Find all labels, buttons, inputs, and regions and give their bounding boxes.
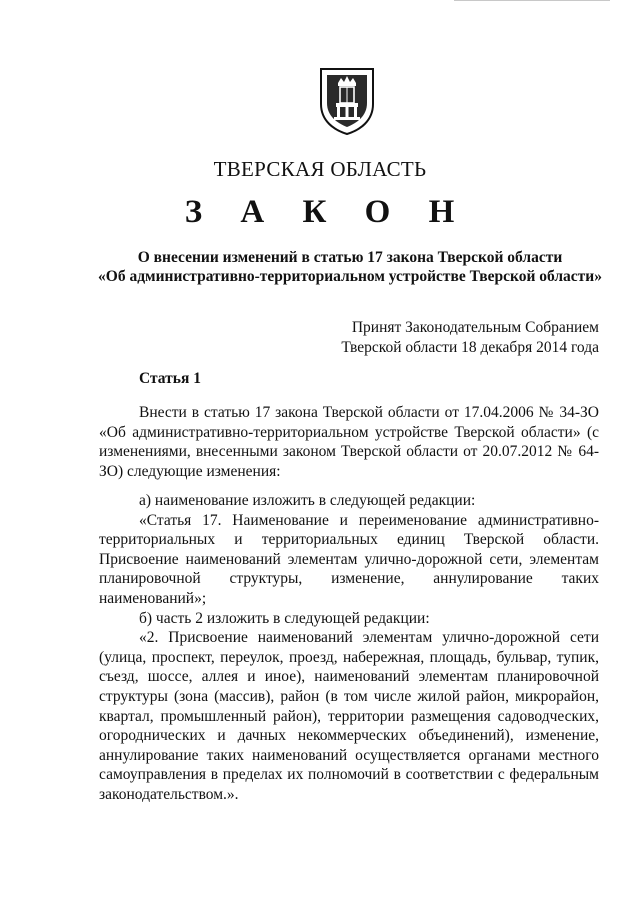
item-b-heading: б) часть 2 изложить в следующей редакции: (139, 609, 430, 627)
intro-paragraph: Внести в статью 17 закона Тверской области от 17.04.2006 № 34-ЗО «Об административно-территориальном устройстве Тверской области» (с изменениями, внесенными законом Тверской области от 20.07.2012 № 64-ЗО) следующие изменения: (99, 404, 599, 480)
article-items (99, 491, 599, 805)
adoption-line-1: Принят Законодательным Собранием (351, 319, 599, 336)
adoption-line-2: Тверской области 18 декабря 2014 года (341, 339, 599, 356)
subject-line-1: О внесении изменений в статью 17 закона Тверской области (137, 249, 563, 266)
document-type-title: З А К О Н (184, 194, 470, 230)
tver-coat-of-arms-icon (318, 66, 376, 136)
subject-line-2: «Об административно-территориальном устройстве Тверской области» (98, 268, 602, 285)
scan-edge-mark (454, 0, 610, 5)
article-intro (99, 403, 599, 481)
item-a-text: «Статья 17. Наименование и переименование административно-территориальных и территориальных единиц Тверской области. Присвоение наименований элементам улично-дорожной сети, элементам планировочной структуры, изменение, аннулирование таких наименований»; (99, 511, 599, 607)
region-heading: ТВЕРСКАЯ ОБЛАСТЬ (213, 157, 427, 181)
item-a-heading: а) наименование изложить в следующей редакции: (139, 492, 476, 509)
adoption-note (341, 318, 599, 358)
item-b-text: «2. Присвоение наименований элементам улично-дорожной сети (улица, проспект, переулок, проезд, набережная, площадь, бульвар, тупик, съезд, шоссе, аллея и иное), наименований элементам планировочной структуры (зона (массив), район (в том числе жилой район, микрорайон, квартал, промышленный район), территории размещения садоводческих, огороднических и дачных некоммерческих объединений), изменение, аннулирование таких наименований осуществляется органами местного самоуправления в пределах их полномочий в соответствии с федеральным законодательством.». (99, 629, 599, 803)
article-title: Статья 1 (139, 370, 201, 387)
law-subject (80, 248, 620, 286)
